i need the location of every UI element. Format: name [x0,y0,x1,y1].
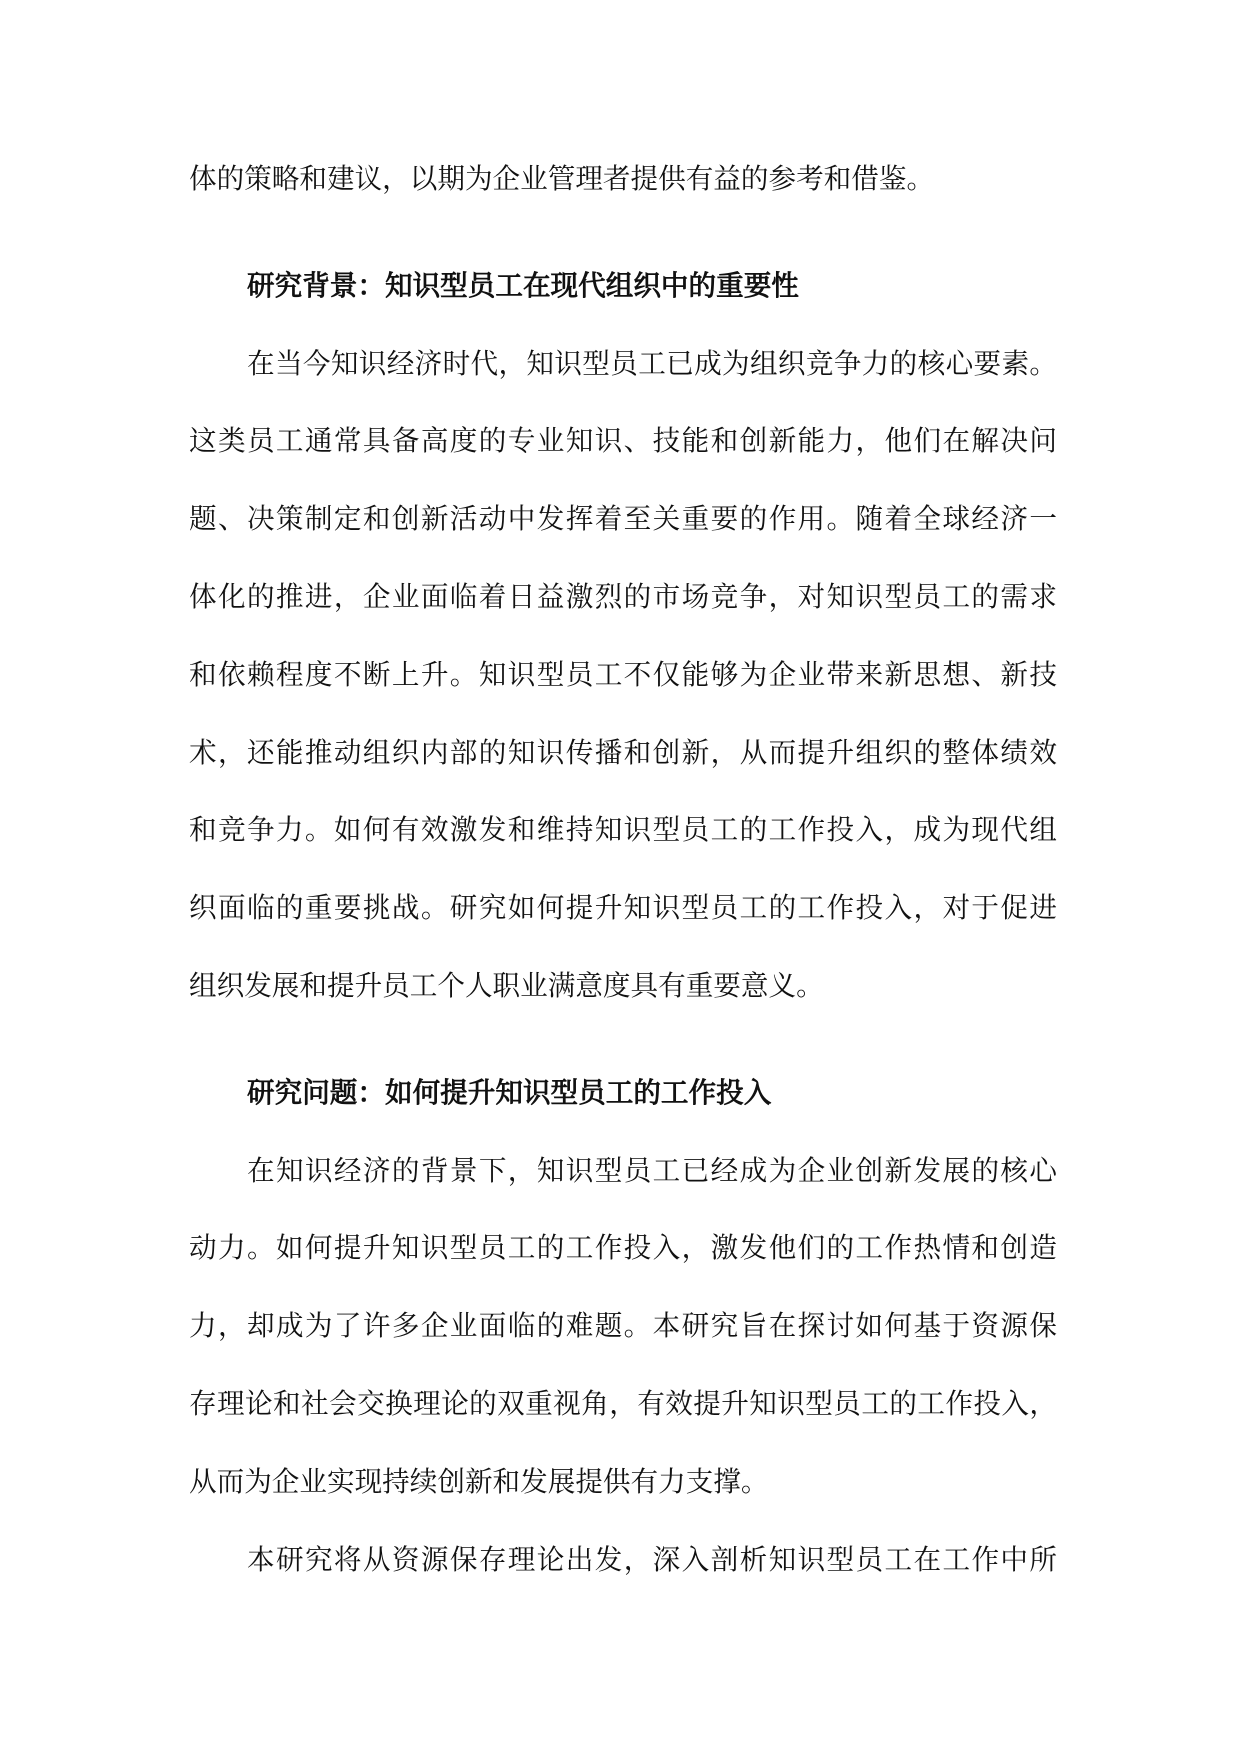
spacer [189,218,1057,247]
spacer [189,1025,1057,1054]
text-line: 和竞争力。如何有效激发和维持知识型员工的工作投入，成为现代组 [189,813,1057,847]
text-line: 在知识经济的背景下，知识型员工已经成为企业创新发展的核心 [247,1153,1057,1187]
text-line: 织面临的重要挑战。研究如何提升知识型员工的工作投入，对于促进 [189,891,1057,925]
section-heading-background: 研究背景：知识型员工在现代组织中的重要性 [247,268,799,302]
paragraph-question-1 [189,1132,1057,1521]
text-line: 这类员工通常具备高度的专业知识、技能和创新能力，他们在解决问 [189,424,1057,458]
text-line: 体化的推进，企业面临着日益激烈的市场竞争，对知识型员工的需求 [189,579,1057,613]
text-line: 动力。如何提升知识型员工的工作投入，激发他们的工作热情和创造 [189,1231,1057,1265]
paragraph-background [189,325,1057,1025]
section-heading-question: 研究问题：如何提升知识型员工的工作投入 [247,1075,772,1109]
document-body [189,140,1057,1598]
text-line: 和依赖程度不断上升。知识型员工不仅能够为企业带来新思想、新技 [189,657,1057,691]
text-line: 组织发展和提升员工个人职业满意度具有重要意义。 [189,968,824,1002]
text-line: 本研究将从资源保存理论出发，深入剖析知识型员工在工作中所 [247,1542,1057,1576]
intro-line-1: 体的策略和建议，以期为企业管理者提供有益的参考和借鉴。 [189,162,935,195]
text-line: 题、决策制定和创新活动中发挥着至关重要的作用。随着全球经济一 [189,502,1057,536]
text-line: 术，还能推动组织内部的知识传播和创新，从而提升组织的整体绩效 [189,735,1057,769]
text-line: 从而为企业实现持续创新和发展提供有力支撑。 [189,1464,769,1498]
text-line: 在当今知识经济时代，知识型员工已成为组织竞争力的核心要素。 [247,346,1057,380]
paragraph-question-2 [189,1521,1057,1599]
text-line: 存理论和社会交换理论的双重视角，有效提升知识型员工的工作投入， [189,1386,1057,1420]
text-line: 力，却成为了许多企业面临的难题。本研究旨在探讨如何基于资源保 [189,1309,1057,1343]
